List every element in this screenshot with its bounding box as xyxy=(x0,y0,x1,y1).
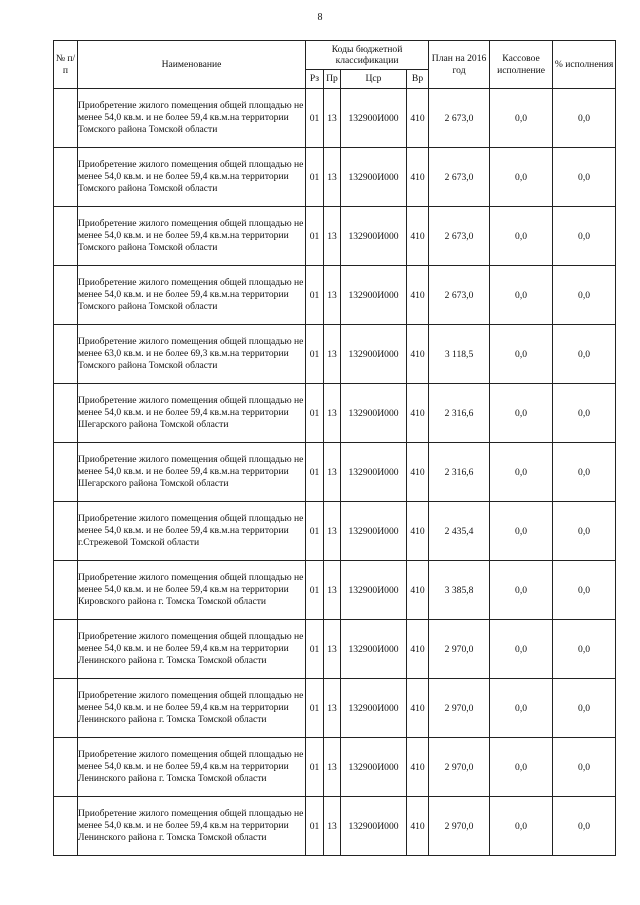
rz-cell: 01 xyxy=(306,502,324,561)
plan-cell: 2 435,4 xyxy=(429,502,490,561)
header-rz: Рз xyxy=(306,70,324,89)
csr-cell: 132900И000 xyxy=(341,679,407,738)
cash-cell: 0,0 xyxy=(490,738,553,797)
rz-cell: 01 xyxy=(306,148,324,207)
header-codes: Коды бюджетной классификации xyxy=(306,41,429,70)
table-row xyxy=(54,207,616,266)
pr-cell: 13 xyxy=(324,679,341,738)
pr-cell: 13 xyxy=(324,148,341,207)
rz-cell: 01 xyxy=(306,207,324,266)
header-num: № п/п xyxy=(54,41,78,89)
vr-cell: 410 xyxy=(407,443,429,502)
plan-cell: 3 118,5 xyxy=(429,325,490,384)
cash-cell: 0,0 xyxy=(490,89,553,148)
percent-cell: 0,0 xyxy=(553,207,616,266)
table-row xyxy=(54,148,616,207)
csr-cell: 132900И000 xyxy=(341,89,407,148)
plan-cell: 2 673,0 xyxy=(429,266,490,325)
plan-cell: 2 316,6 xyxy=(429,443,490,502)
cash-cell: 0,0 xyxy=(490,148,553,207)
pr-cell: 13 xyxy=(324,502,341,561)
table-row xyxy=(54,679,616,738)
plan-cell: 2 970,0 xyxy=(429,797,490,856)
header-vr: Вр xyxy=(407,70,429,89)
cash-cell: 0,0 xyxy=(490,325,553,384)
csr-cell: 132900И000 xyxy=(341,738,407,797)
vr-cell: 410 xyxy=(407,266,429,325)
csr-cell: 132900И000 xyxy=(341,325,407,384)
csr-cell: 132900И000 xyxy=(341,797,407,856)
row-number-cell xyxy=(54,502,78,561)
vr-cell: 410 xyxy=(407,738,429,797)
table-row xyxy=(54,266,616,325)
cash-cell: 0,0 xyxy=(490,384,553,443)
table-row xyxy=(54,561,616,620)
table-row xyxy=(54,502,616,561)
plan-cell: 2 970,0 xyxy=(429,738,490,797)
vr-cell: 410 xyxy=(407,620,429,679)
pr-cell: 13 xyxy=(324,443,341,502)
percent-cell: 0,0 xyxy=(553,738,616,797)
csr-cell: 132900И000 xyxy=(341,443,407,502)
page-number: 8 xyxy=(317,12,323,23)
plan-cell: 2 970,0 xyxy=(429,679,490,738)
cash-cell: 0,0 xyxy=(490,502,553,561)
csr-cell: 132900И000 xyxy=(341,620,407,679)
header-pr: Пр xyxy=(324,70,341,89)
plan-cell: 3 385,8 xyxy=(429,561,490,620)
name-cell: Приобретение жилого помещения общей площадью не менее 54,0 кв.м. и не более 59,4 кв.м.на территории Шегарского района Томской области xyxy=(78,443,306,502)
name-cell: Приобретение жилого помещения общей площадью не менее 54,0 кв.м. и не более 59,4 кв.м на территории Ленинского района г. Томска Томской области xyxy=(78,679,306,738)
row-number-cell xyxy=(54,325,78,384)
percent-cell: 0,0 xyxy=(553,620,616,679)
row-number-cell xyxy=(54,148,78,207)
rz-cell: 01 xyxy=(306,679,324,738)
name-cell: Приобретение жилого помещения общей площадью не менее 54,0 кв.м. и не более 59,4 кв.м.на территории г.Стрежевой Томской области xyxy=(78,502,306,561)
table-row xyxy=(54,797,616,856)
header-name: Наименование xyxy=(78,41,306,89)
header-csr: Цср xyxy=(341,70,407,89)
pr-cell: 13 xyxy=(324,561,341,620)
plan-cell: 2 316,6 xyxy=(429,384,490,443)
cash-cell: 0,0 xyxy=(490,443,553,502)
row-number-cell xyxy=(54,620,78,679)
vr-cell: 410 xyxy=(407,325,429,384)
table-row xyxy=(54,620,616,679)
pr-cell: 13 xyxy=(324,738,341,797)
name-cell: Приобретение жилого помещения общей площадью не менее 54,0 кв.м. и не более 59,4 кв.м на территории Ленинского района г. Томска Томской области xyxy=(78,797,306,856)
percent-cell: 0,0 xyxy=(553,89,616,148)
csr-cell: 132900И000 xyxy=(341,502,407,561)
row-number-cell xyxy=(54,89,78,148)
table-row xyxy=(54,443,616,502)
name-cell: Приобретение жилого помещения общей площадью не менее 63,0 кв.м. и не более 69,3 кв.м.на территории Томского района Томской области xyxy=(78,325,306,384)
cash-cell: 0,0 xyxy=(490,679,553,738)
percent-cell: 0,0 xyxy=(553,797,616,856)
table-row xyxy=(54,738,616,797)
percent-cell: 0,0 xyxy=(553,679,616,738)
rz-cell: 01 xyxy=(306,561,324,620)
cash-cell: 0,0 xyxy=(490,797,553,856)
row-number-cell xyxy=(54,561,78,620)
percent-cell: 0,0 xyxy=(553,384,616,443)
rz-cell: 01 xyxy=(306,443,324,502)
name-cell: Приобретение жилого помещения общей площадью не менее 54,0 кв.м. и не более 59,4 кв.м.на территории Томского района Томской области xyxy=(78,148,306,207)
plan-cell: 2 673,0 xyxy=(429,207,490,266)
table-row xyxy=(54,325,616,384)
pr-cell: 13 xyxy=(324,620,341,679)
header-percent: % исполнения xyxy=(553,41,616,89)
vr-cell: 410 xyxy=(407,502,429,561)
row-number-cell xyxy=(54,443,78,502)
rz-cell: 01 xyxy=(306,620,324,679)
name-cell: Приобретение жилого помещения общей площадью не менее 54,0 кв.м. и не более 59,4 кв.м.на территории Томского района Томской области xyxy=(78,89,306,148)
row-number-cell xyxy=(54,797,78,856)
pr-cell: 13 xyxy=(324,384,341,443)
rz-cell: 01 xyxy=(306,266,324,325)
table-row xyxy=(54,89,616,148)
table-body xyxy=(54,89,616,856)
row-number-cell xyxy=(54,679,78,738)
rz-cell: 01 xyxy=(306,325,324,384)
vr-cell: 410 xyxy=(407,561,429,620)
plan-cell: 2 673,0 xyxy=(429,148,490,207)
row-number-cell xyxy=(54,384,78,443)
vr-cell: 410 xyxy=(407,679,429,738)
name-cell: Приобретение жилого помещения общей площадью не менее 54,0 кв.м. и не более 59,4 кв.м на территории Ленинского района г. Томска Томской области xyxy=(78,620,306,679)
percent-cell: 0,0 xyxy=(553,502,616,561)
name-cell: Приобретение жилого помещения общей площадью не менее 54,0 кв.м. и не более 59,4 кв.м.на территории Томского района Томской области xyxy=(78,266,306,325)
percent-cell: 0,0 xyxy=(553,148,616,207)
name-cell: Приобретение жилого помещения общей площадью не менее 54,0 кв.м. и не более 59,4 кв.м на территории Кировского района г. Томска Томской области xyxy=(78,561,306,620)
header-plan: План на 2016 год xyxy=(429,41,490,89)
cash-cell: 0,0 xyxy=(490,561,553,620)
cash-cell: 0,0 xyxy=(490,207,553,266)
vr-cell: 410 xyxy=(407,89,429,148)
row-number-cell xyxy=(54,266,78,325)
vr-cell: 410 xyxy=(407,148,429,207)
vr-cell: 410 xyxy=(407,797,429,856)
header-cash: Кассовое исполнение xyxy=(490,41,553,89)
rz-cell: 01 xyxy=(306,89,324,148)
vr-cell: 410 xyxy=(407,384,429,443)
rz-cell: 01 xyxy=(306,738,324,797)
cash-cell: 0,0 xyxy=(490,620,553,679)
csr-cell: 132900И000 xyxy=(341,561,407,620)
pr-cell: 13 xyxy=(324,266,341,325)
budget-table xyxy=(53,40,616,856)
percent-cell: 0,0 xyxy=(553,443,616,502)
csr-cell: 132900И000 xyxy=(341,266,407,325)
percent-cell: 0,0 xyxy=(553,561,616,620)
percent-cell: 0,0 xyxy=(553,325,616,384)
pr-cell: 13 xyxy=(324,325,341,384)
name-cell: Приобретение жилого помещения общей площадью не менее 54,0 кв.м. и не более 59,4 кв.м на территории Ленинского района г. Томска Томской области xyxy=(78,738,306,797)
table-row xyxy=(54,384,616,443)
plan-cell: 2 970,0 xyxy=(429,620,490,679)
name-cell: Приобретение жилого помещения общей площадью не менее 54,0 кв.м. и не более 59,4 кв.м.на территории Томского района Томской области xyxy=(78,207,306,266)
pr-cell: 13 xyxy=(324,89,341,148)
name-cell: Приобретение жилого помещения общей площадью не менее 54,0 кв.м. и не более 59,4 кв.м.на территории Шегарского района Томской области xyxy=(78,384,306,443)
csr-cell: 132900И000 xyxy=(341,207,407,266)
rz-cell: 01 xyxy=(306,797,324,856)
pr-cell: 13 xyxy=(324,207,341,266)
pr-cell: 13 xyxy=(324,797,341,856)
vr-cell: 410 xyxy=(407,207,429,266)
row-number-cell xyxy=(54,207,78,266)
cash-cell: 0,0 xyxy=(490,266,553,325)
row-number-cell xyxy=(54,738,78,797)
rz-cell: 01 xyxy=(306,384,324,443)
csr-cell: 132900И000 xyxy=(341,148,407,207)
percent-cell: 0,0 xyxy=(553,266,616,325)
plan-cell: 2 673,0 xyxy=(429,89,490,148)
csr-cell: 132900И000 xyxy=(341,384,407,443)
